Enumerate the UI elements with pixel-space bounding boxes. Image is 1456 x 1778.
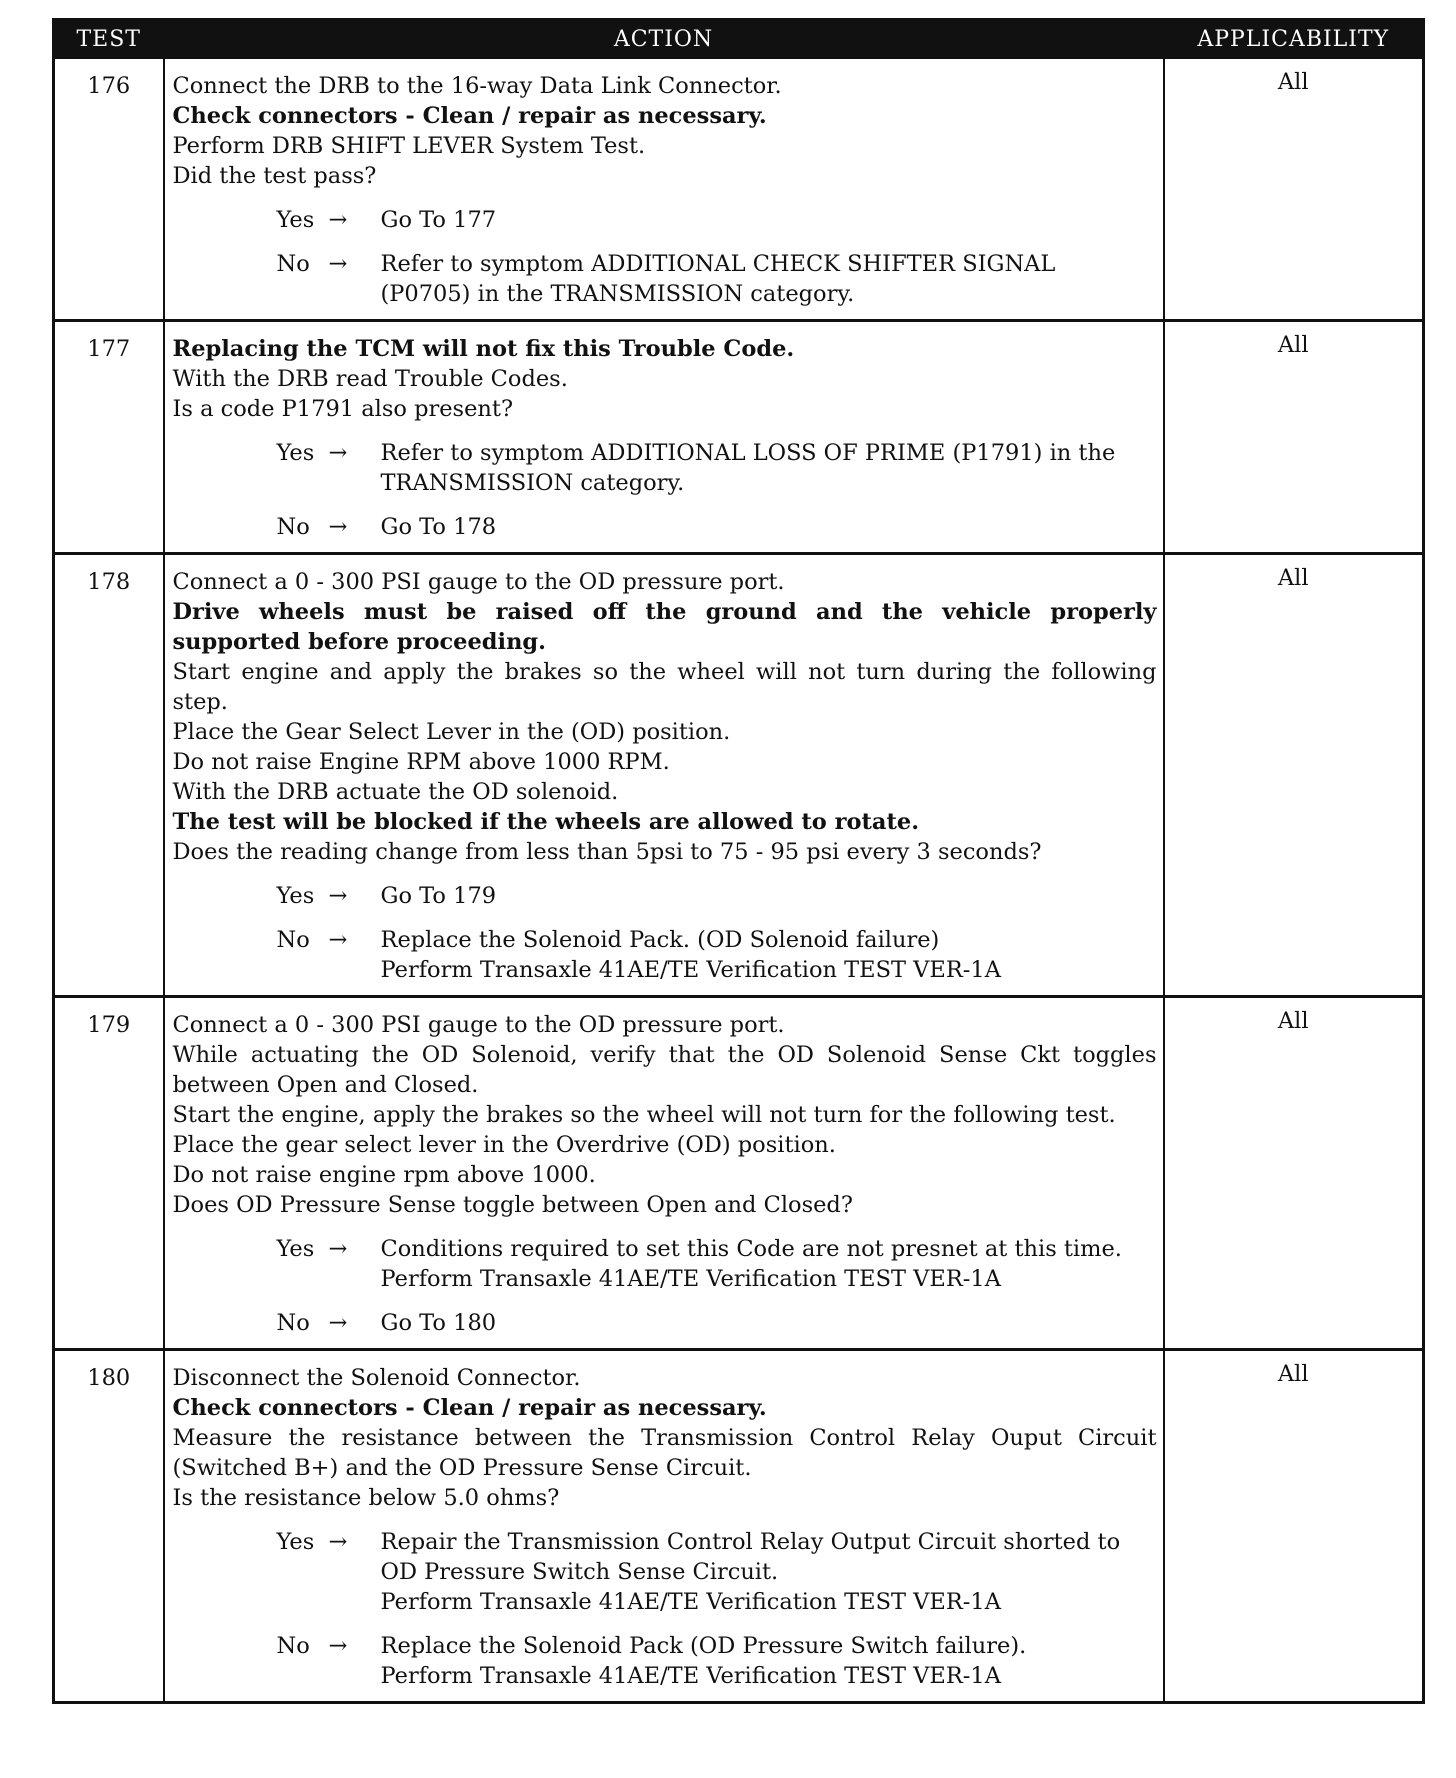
choice-label: Yes: [276, 883, 315, 909]
action-warning-text: Drive wheels must be raised off the ground and the vehicle properly: [172, 599, 1157, 625]
arrow-right-icon: →: [328, 207, 348, 233]
result-choice-no: [277, 512, 1157, 542]
action-instruction-text: With the DRB actuate the OD solenoid.: [172, 779, 619, 805]
table-row: [54, 1350, 1424, 1703]
action-instruction-text: Place the gear select lever in the Overdrive (OD) position.: [172, 1132, 836, 1158]
choice-outcome-line: (P0705) in the TRANSMISSION category.: [380, 281, 855, 307]
action-instruction-text: Connect a 0 - 300 PSI gauge to the OD pressure port.: [172, 1012, 785, 1038]
applicability-value: All: [1164, 1350, 1424, 1703]
action-cell: [164, 554, 1164, 997]
choice-outcome-line: Go To 179: [380, 883, 497, 909]
choice-label: Yes: [276, 1236, 315, 1262]
action-instruction-text: Is a code P1791 also present?: [172, 396, 514, 422]
result-choices: [173, 881, 1157, 989]
choice-label: No: [276, 1310, 310, 1336]
choice-outcome: [381, 1527, 1157, 1617]
action-cell: [164, 1350, 1164, 1703]
action-cell: [164, 997, 1164, 1350]
applicability-value: All: [1164, 554, 1424, 997]
action-instruction-text: Does OD Pressure Sense toggle between Open and Closed?: [172, 1192, 853, 1218]
result-choice-yes: [277, 1527, 1157, 1617]
choice-outcome: [381, 881, 1157, 911]
test-number: 176: [54, 58, 164, 321]
choice-outcome: [381, 438, 1157, 498]
choice-outcome-line: Perform Transaxle 41AE/TE Verification TEST VER-1A: [380, 1589, 1001, 1615]
arrow-right-icon: →: [328, 514, 348, 540]
result-choice-no: [277, 925, 1157, 985]
choice-outcome-line: Perform Transaxle 41AE/TE Verification TEST VER-1A: [380, 1663, 1001, 1689]
choice-outcome: [381, 512, 1157, 542]
result-choices: [173, 1234, 1157, 1342]
action-instruction-text: Does the reading change from less than 5psi to 75 - 95 psi every 3 seconds?: [172, 839, 1042, 865]
choice-label: No: [276, 514, 310, 540]
result-choice-no: [277, 1631, 1157, 1691]
choice-outcome-line: TRANSMISSION category.: [380, 470, 685, 496]
action-instruction-text: Connect the DRB to the 16-way Data Link Connector.: [172, 73, 782, 99]
result-choice-yes: [277, 205, 1157, 235]
result-choice-yes: [277, 881, 1157, 911]
table-header-row: [54, 20, 1424, 59]
choice-outcome-line: OD Pressure Switch Sense Circuit.: [380, 1559, 779, 1585]
header-action: ACTION: [164, 20, 1164, 59]
result-choice-yes: [277, 1234, 1157, 1294]
test-number: 179: [54, 997, 164, 1350]
applicability-value: All: [1164, 58, 1424, 321]
table-row: [54, 554, 1424, 997]
choice-outcome: [381, 1308, 1157, 1338]
action-instruction-text: Start the engine, apply the brakes so the wheel will not turn for the following test.: [172, 1102, 1116, 1128]
choice-outcome-line: Replace the Solenoid Pack (OD Pressure Switch failure).: [380, 1633, 1027, 1659]
action-instruction-text: Perform DRB SHIFT LEVER System Test.: [172, 133, 646, 159]
choice-outcome-line: Refer to symptom ADDITIONAL CHECK SHIFTER SIGNAL: [380, 251, 1056, 277]
action-instruction-text: Connect a 0 - 300 PSI gauge to the OD pressure port.: [172, 569, 785, 595]
action-cell: [164, 58, 1164, 321]
choice-outcome-line: Replace the Solenoid Pack. (OD Solenoid failure): [380, 927, 940, 953]
arrow-right-icon: →: [328, 440, 348, 466]
choice-outcome-line: Perform Transaxle 41AE/TE Verification TEST VER-1A: [380, 957, 1001, 983]
choice-label: Yes: [276, 440, 315, 466]
choice-label: Yes: [276, 207, 315, 233]
action-instruction-text: Did the test pass?: [172, 163, 377, 189]
result-choice-no: [277, 249, 1157, 309]
applicability-value: All: [1164, 321, 1424, 554]
test-number: 177: [54, 321, 164, 554]
arrow-right-icon: →: [328, 1236, 348, 1262]
table-row: [54, 321, 1424, 554]
action-instruction-text: While actuating the OD Solenoid, verify that the OD Solenoid Sense Ckt toggles: [172, 1042, 1157, 1068]
choice-outcome: [381, 1631, 1157, 1691]
choice-outcome: [381, 1234, 1157, 1294]
result-choice-no: [277, 1308, 1157, 1338]
action-warning-text: Check connectors - Clean / repair as necessary.: [172, 1395, 767, 1421]
action-instruction-text: step.: [172, 689, 228, 715]
test-number: 180: [54, 1350, 164, 1703]
header-test: TEST: [54, 20, 164, 59]
choice-outcome-line: Conditions required to set this Code are not presnet at this time.: [380, 1236, 1122, 1262]
action-warning-text: Replacing the TCM will not fix this Trouble Code.: [172, 336, 795, 362]
choice-outcome-line: Refer to symptom ADDITIONAL LOSS OF PRIME (P1791) in the: [380, 440, 1116, 466]
test-number: 178: [54, 554, 164, 997]
result-choices: [173, 205, 1157, 313]
diagnostic-table-page: [52, 18, 1422, 1704]
result-choice-yes: [277, 438, 1157, 498]
choice-outcome-line: Go To 178: [380, 514, 497, 540]
choice-outcome-line: Perform Transaxle 41AE/TE Verification TEST VER-1A: [380, 1266, 1001, 1292]
applicability-value: All: [1164, 997, 1424, 1350]
diagnostic-test-table: [52, 18, 1425, 1704]
action-instruction-text: (Switched B+) and the OD Pressure Sense Circuit.: [172, 1455, 752, 1481]
arrow-right-icon: →: [328, 927, 348, 953]
arrow-right-icon: →: [328, 1529, 348, 1555]
choice-outcome-line: Repair the Transmission Control Relay Output Circuit shorted to: [380, 1529, 1121, 1555]
action-warning-text: The test will be blocked if the wheels are allowed to rotate.: [172, 809, 920, 835]
action-instruction-text: between Open and Closed.: [172, 1072, 479, 1098]
action-instruction-text: Measure the resistance between the Transmission Control Relay Ouput Circuit: [172, 1425, 1157, 1451]
choice-outcome-line: Go To 177: [380, 207, 497, 233]
action-instruction-text: Place the Gear Select Lever in the (OD) position.: [172, 719, 731, 745]
arrow-right-icon: →: [328, 883, 348, 909]
choice-outcome: [381, 205, 1157, 235]
action-cell: [164, 321, 1164, 554]
action-instruction-text: Do not raise engine rpm above 1000.: [172, 1162, 596, 1188]
action-instruction-text: Do not raise Engine RPM above 1000 RPM.: [172, 749, 670, 775]
action-warning-text: Check connectors - Clean / repair as necessary.: [172, 103, 767, 129]
choice-outcome: [381, 249, 1157, 309]
action-instruction-text: Is the resistance below 5.0 ohms?: [172, 1485, 560, 1511]
choice-label: No: [276, 927, 310, 953]
result-choices: [173, 438, 1157, 546]
action-instruction-text: With the DRB read Trouble Codes.: [172, 366, 568, 392]
choice-outcome-line: Go To 180: [380, 1310, 497, 1336]
choice-outcome: [381, 925, 1157, 985]
action-instruction-text: Start engine and apply the brakes so the wheel will not turn during the following: [172, 659, 1157, 685]
choice-label: No: [276, 1633, 310, 1659]
choice-label: No: [276, 251, 310, 277]
choice-label: Yes: [276, 1529, 315, 1555]
result-choices: [173, 1527, 1157, 1695]
arrow-right-icon: →: [328, 1310, 348, 1336]
header-applicability: APPLICABILITY: [1164, 20, 1424, 59]
arrow-right-icon: →: [328, 1633, 348, 1659]
action-warning-text: supported before proceeding.: [172, 629, 546, 655]
table-row: [54, 58, 1424, 321]
arrow-right-icon: →: [328, 251, 348, 277]
action-instruction-text: Disconnect the Solenoid Connector.: [172, 1365, 581, 1391]
table-row: [54, 997, 1424, 1350]
